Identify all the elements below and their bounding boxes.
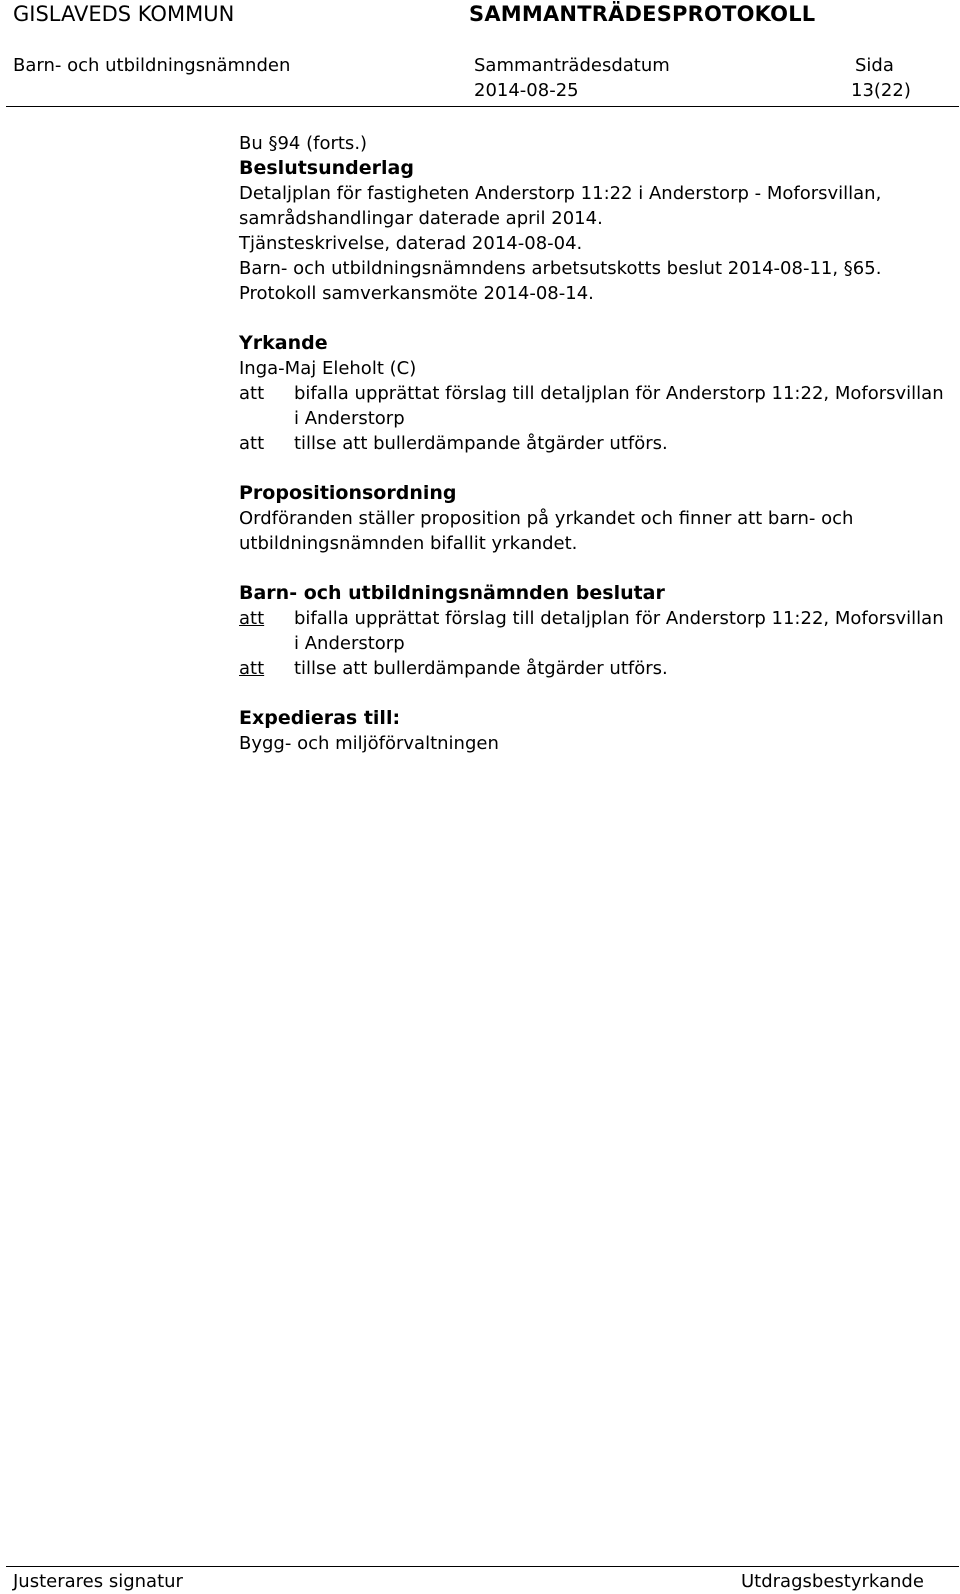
motion-item-prefix: att [239,383,265,404]
distribution-section [239,706,949,756]
distribution-heading: Expedieras till: [239,707,401,729]
motion-heading: Yrkande [239,332,328,354]
meeting-date: 2014-08-25 [474,80,579,101]
basis-line: Protokoll samverkansmöte 2014-08-14. [239,283,594,304]
section-reference: Bu §94 (forts.) [239,133,368,154]
decision-basis-section [239,156,949,306]
document-type: SAMMANTRÄDESPROTOKOLL [469,2,816,26]
basis-line: Barn- och utbildningsnämndens arbetsutskotts beslut 2014-08-11, §65. [239,258,882,279]
committee-name: Barn- och utbildningsnämnden [13,55,291,76]
page-label: Sida [855,55,894,76]
distribution-recipient: Bygg- och miljöförvaltningen [239,733,499,754]
protocol-body [239,131,949,756]
decision-section [239,581,949,681]
decision-item [239,606,949,656]
organization-name: GISLAVEDS KOMMUN [13,2,235,26]
decision-item-prefix: att [239,658,265,679]
basis-line: samrådshandlingar daterade april 2014. [239,208,603,229]
signature-label: Justerares signatur [13,1571,183,1592]
basis-line: Tjänsteskrivelse, daterad 2014-08-04. [239,233,583,254]
proposition-order-section [239,481,949,556]
decision-heading: Barn- och utbildningsnämnden beslutar [239,582,665,604]
decision-item [239,656,949,681]
motion-item-text: bifalla upprättat förslag till detaljplan för Anderstorp 11:22, Moforsvillan i Anderstorp [294,383,944,429]
proposition-order-text: Ordföranden ställer proposition på yrkandet och finner att barn- och utbildningsnämnden bifallit yrkandet. [239,508,854,554]
motion-item-prefix: att [239,433,265,454]
basis-line: Detaljplan för fastigheten Anderstorp 11:22 i Anderstorp - Moforsvillan, [239,183,882,204]
decision-item-prefix: att [239,608,265,629]
motion-section [239,331,949,456]
motion-item [239,381,949,431]
decision-item-text: bifalla upprättat förslag till detaljplan för Anderstorp 11:22, Moforsvillan i Anderstorp [294,608,944,654]
page-number: 13(22) [851,80,911,101]
header-divider [6,106,959,107]
footer-divider [6,1566,959,1567]
decision-item-text: tillse att bullerdämpande åtgärder utförs. [294,658,668,679]
motion-item-text: tillse att bullerdämpande åtgärder utförs. [294,433,668,454]
motion-item [239,431,949,456]
decision-basis-heading: Beslutsunderlag [239,157,414,179]
certification-label: Utdragsbestyrkande [741,1571,924,1592]
proposition-order-heading: Propositionsordning [239,482,457,504]
meeting-date-label: Sammanträdesdatum [474,55,670,76]
motion-proposer: Inga-Maj Eleholt (C) [239,358,417,379]
